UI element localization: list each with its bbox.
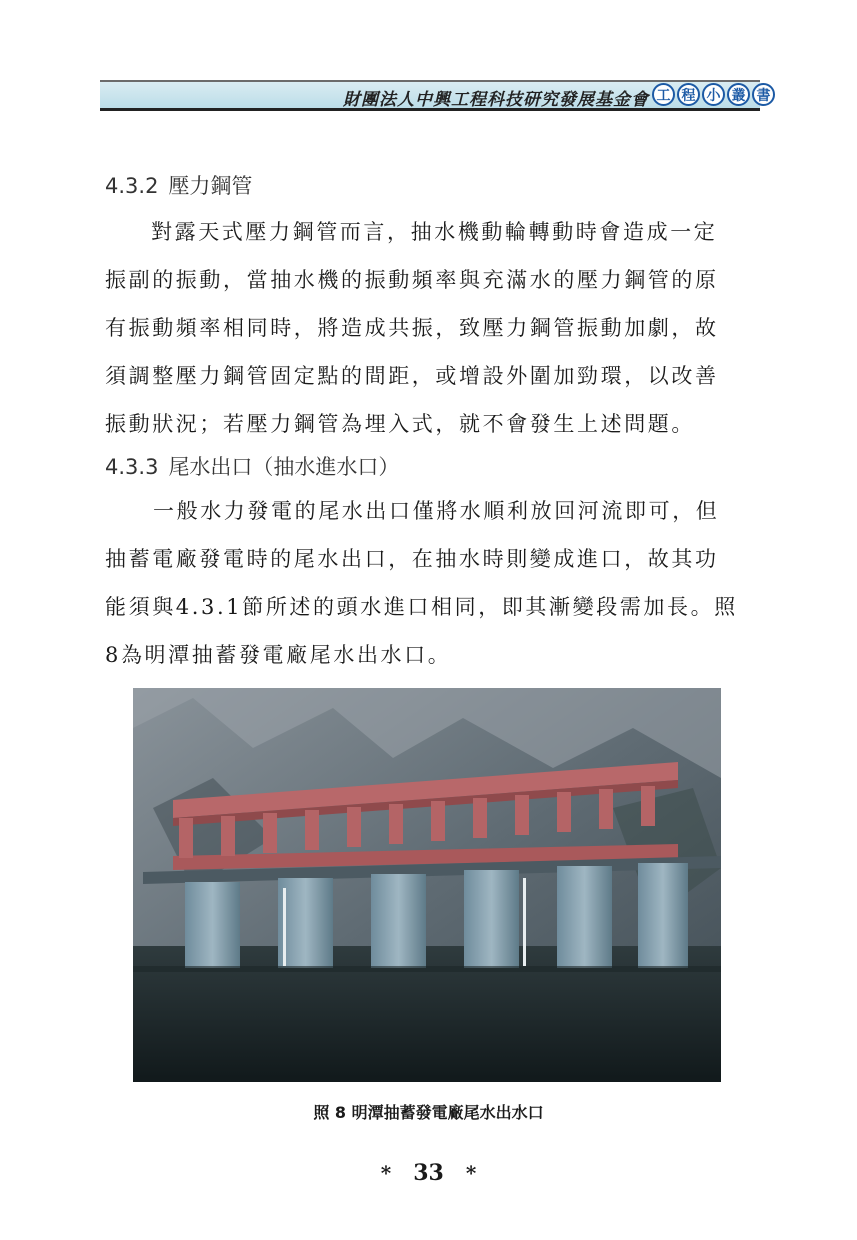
page-footer bbox=[0, 1160, 857, 1186]
section-title: 壓力鋼管 bbox=[168, 174, 253, 198]
series-badge bbox=[652, 83, 775, 106]
foundation-name: 財團法人中興工程科技研究發展基金會 bbox=[343, 90, 649, 110]
section-title: 尾水出口（抽水進水口） bbox=[168, 455, 400, 479]
star-ornament: * bbox=[380, 1161, 392, 1185]
figure-caption: 照 8 明潭抽蓄發電廠尾水出水口 bbox=[313, 1103, 544, 1122]
text-line: 有振動頻率相同時，將造成共振，致壓力鋼管振動加劇，故 bbox=[105, 316, 719, 340]
tailrace-outlet-photo bbox=[133, 688, 721, 1082]
section-heading-432 bbox=[105, 170, 252, 200]
text-line: 能須與4.3.1節所述的頭水進口相同，即其漸變段需加長。照 bbox=[105, 595, 738, 619]
paragraph-433 bbox=[105, 487, 757, 679]
text-line: 8為明潭抽蓄發電廠尾水出水口。 bbox=[105, 643, 452, 667]
paragraph-432 bbox=[105, 208, 757, 448]
section-number: 4.3.3 bbox=[105, 455, 159, 479]
section-number: 4.3.2 bbox=[105, 174, 159, 198]
text-line: 一般水力發電的尾水出口僅將水順利放回河流即可，但 bbox=[153, 499, 720, 523]
series-char: 程 bbox=[677, 83, 700, 106]
series-char: 叢 bbox=[727, 83, 750, 106]
series-char: 小 bbox=[702, 83, 725, 106]
text-line: 抽蓄電廠發電時的尾水出口，在抽水時則變成進口，故其功 bbox=[105, 547, 719, 571]
text-line: 振動狀況；若壓力鋼管為埋入式，就不會發生上述問題。 bbox=[105, 412, 695, 436]
star-ornament: * bbox=[465, 1161, 477, 1185]
section-heading-433 bbox=[105, 451, 399, 481]
text-line: 須調整壓力鋼管固定點的間距，或增設外圍加勁環，以改善 bbox=[105, 364, 719, 388]
text-line: 對露天式壓力鋼管而言，抽水機動輪轉動時會造成一定 bbox=[151, 220, 718, 244]
page-number: 33 bbox=[413, 1160, 444, 1186]
series-char: 書 bbox=[752, 83, 775, 106]
text-line: 振副的振動，當抽水機的振動頻率與充滿水的壓力鋼管的原 bbox=[105, 268, 719, 292]
series-char: 工 bbox=[652, 83, 675, 106]
